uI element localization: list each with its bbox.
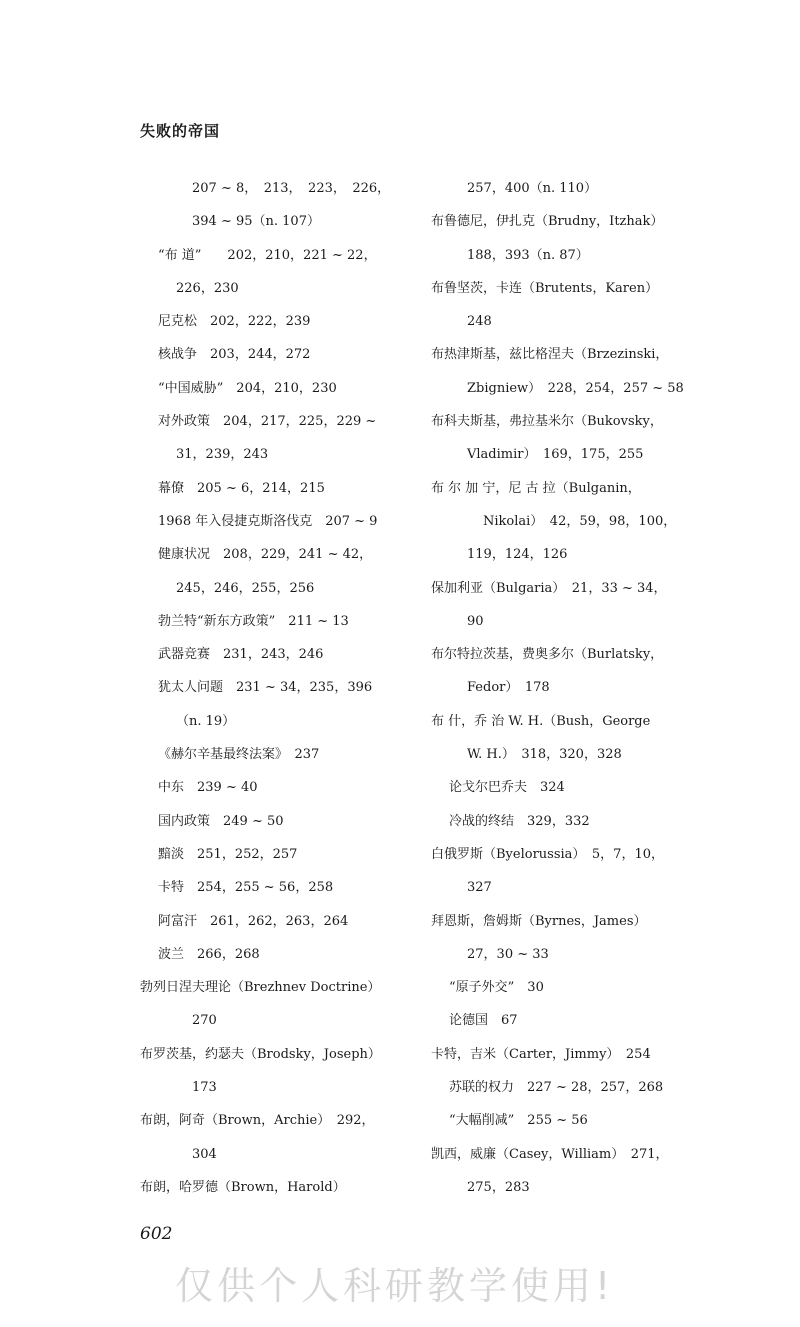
watermark: 仅供个人科研教学使用! <box>175 1264 615 1308</box>
index-line: 布 什，乔 治 W. H.（Bush，George <box>431 713 651 729</box>
index-line: 阿富汗 261，262，263，264 <box>158 913 349 929</box>
index-line: 对外政策 204，217，225，229 ~ <box>158 414 377 430</box>
index-line: 论德国 67 <box>449 1013 518 1029</box>
index-line: （n. 19） <box>176 713 236 729</box>
index-line: 226，230 <box>176 280 239 296</box>
index-line: 248 <box>467 314 492 330</box>
index-line: 犹太人问题 231 ~ 34，235，396 <box>158 680 373 696</box>
index-line: 207 ~ 8， 213， 223， 226， <box>192 181 391 196</box>
index-line: 中东 239 ~ 40 <box>158 780 258 796</box>
index-line: 布 尔 加 宁，尼 古 拉（Bulganin， <box>431 480 641 496</box>
index-line: 勃兰特“新东方政策” 211 ~ 13 <box>158 613 349 629</box>
index-line: 布朗，哈罗德（Brown，Harold） <box>140 1179 346 1195</box>
page-number: 602 <box>140 1224 173 1244</box>
index-line: 冷战的终结 329，332 <box>449 813 590 829</box>
index-line: 31，239，243 <box>176 447 269 463</box>
index-line: 布尔特拉茨基，费奥多尔（Burlatsky， <box>431 647 664 663</box>
index-line: Fedor） 178 <box>467 680 550 696</box>
index-line: 245，246，255，256 <box>176 580 315 596</box>
index-line: 173 <box>192 1080 217 1096</box>
index-line: 拜恩斯，詹姆斯（Byrnes，James） <box>431 913 647 929</box>
index-line: 27，30 ~ 33 <box>467 946 549 962</box>
index-line: 《赫尔辛基最终法案》 237 <box>158 747 320 763</box>
index-line: 凯西，威廉（Casey，William） 271， <box>431 1146 669 1162</box>
index-line: 90 <box>467 613 484 629</box>
index-line: 188，393（n. 87） <box>467 247 589 263</box>
index-line: 国内政策 249 ~ 50 <box>158 813 284 829</box>
index-line: 394 ~ 95（n. 107） <box>192 214 320 230</box>
index-line: 119，124，126 <box>467 547 568 563</box>
index-line: Nikolai） 42，59，98，100， <box>483 513 677 529</box>
index-line: 304 <box>192 1146 217 1162</box>
index-column-right <box>431 172 711 1204</box>
index-line: 核战争 203，244，272 <box>158 347 311 363</box>
index-line: “中国威胁” 204，210，230 <box>158 380 337 396</box>
index-line: 257，400（n. 110） <box>467 181 598 196</box>
index-line: 1968 年入侵捷克斯洛伐克 207 ~ 9 <box>158 513 378 529</box>
index-line: 布鲁德尼，伊扎克（Brudny，Itzhak） <box>431 214 664 230</box>
index-line: 幕僚 205 ~ 6，214，215 <box>158 480 325 496</box>
index-line: 黯淡 251，252，257 <box>158 846 298 862</box>
index-line: 275，283 <box>467 1179 530 1195</box>
index-line: 布朗，阿奇（Brown，Archie） 292， <box>140 1113 375 1129</box>
index-line: 327 <box>467 880 492 896</box>
index-line: Vladimir） 169，175，255 <box>467 447 644 463</box>
running-header: 失败的帝国 <box>140 122 221 140</box>
index-line: 布罗茨基，约瑟夫（Brodsky，Joseph） <box>140 1046 381 1062</box>
index-line: 布鲁坚茨，卡连（Brutents，Karen） <box>431 280 659 296</box>
index-line: 勃列日涅夫理论（Brezhnev Doctrine） <box>140 980 381 996</box>
index-line: 苏联的权力 227 ~ 28，257，268 <box>449 1080 664 1096</box>
index-line: 波兰 266，268 <box>158 946 260 962</box>
index-column-left <box>140 172 425 1204</box>
index-line: 白俄罗斯（Byelorussia） 5，7，10， <box>431 846 664 862</box>
index-line: Zbigniew） 228，254，257 ~ 58 <box>467 380 684 396</box>
index-line: 布科夫斯基，弗拉基米尔（Bukovsky， <box>431 414 663 430</box>
index-line: “大幅削减” 255 ~ 56 <box>449 1113 588 1129</box>
index-line: W. H.） 318，320，328 <box>467 747 622 763</box>
index-line: 健康状况 208，229，241 ~ 42， <box>158 547 373 563</box>
index-line: 270 <box>192 1013 217 1029</box>
index-line: 卡特 254，255 ~ 56，258 <box>158 880 334 896</box>
index-line: 布热津斯基，兹比格涅夫（Brzezinski， <box>431 347 669 363</box>
index-line: “原子外交” 30 <box>449 980 544 996</box>
index-line: 卡特，吉米（Carter，Jimmy） 254 <box>431 1046 651 1062</box>
index-line: 武器竞赛 231，243，246 <box>158 647 324 663</box>
index-line: 论戈尔巴乔夫 324 <box>449 780 565 796</box>
index-line: 保加利亚（Bulgaria） 21，33 ~ 34， <box>431 580 667 596</box>
index-line: “布 道” 202，210，221 ~ 22， <box>158 247 377 263</box>
index-line: 尼克松 202，222，239 <box>158 314 311 330</box>
